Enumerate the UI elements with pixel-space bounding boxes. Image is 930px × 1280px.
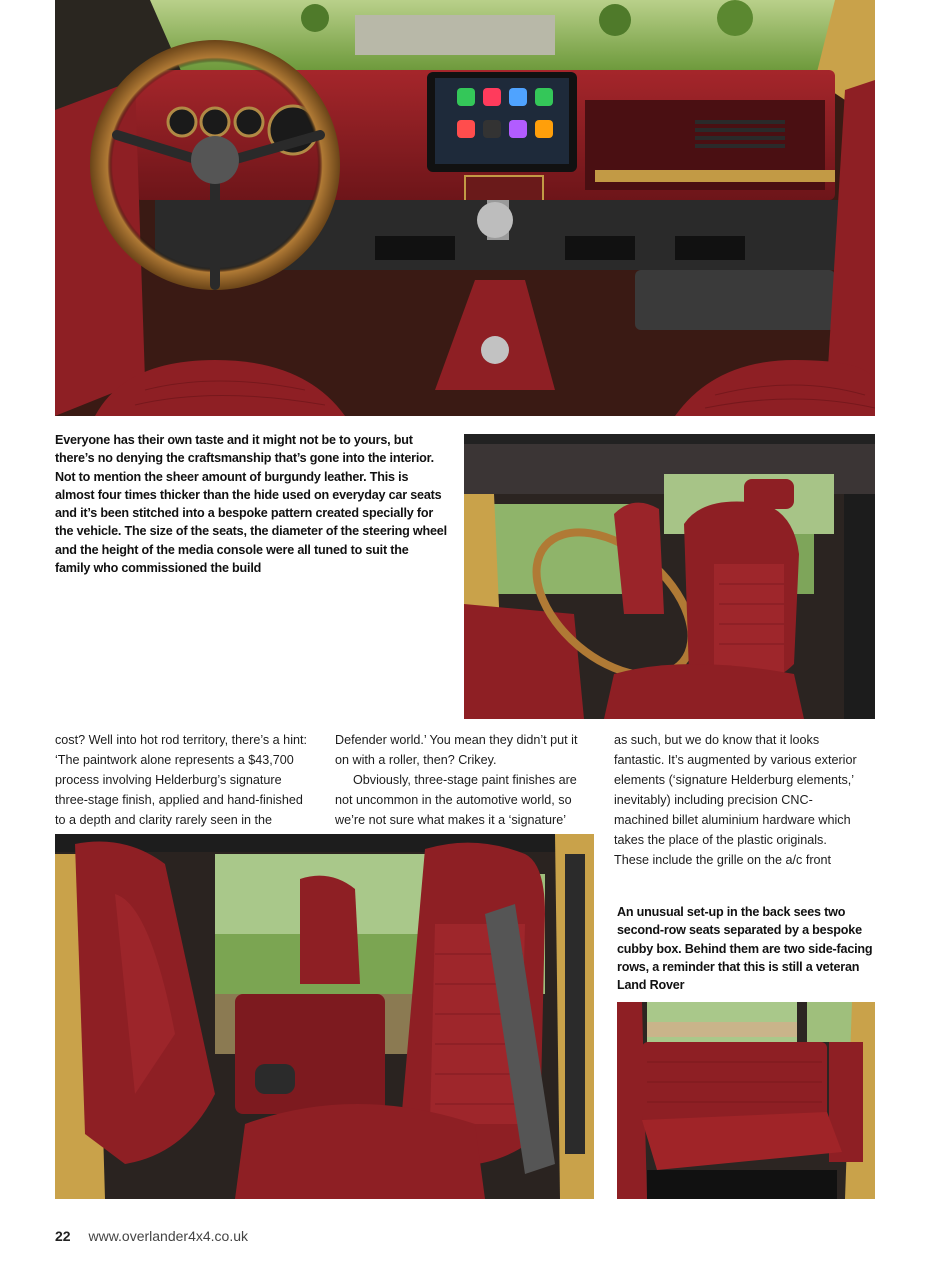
body-line: elements (‘signature Helderburg elements,’ (614, 773, 855, 787)
body-line: These include the grille on the a/c front (614, 853, 832, 867)
body-line: as such, but we do know that it looks (614, 733, 820, 747)
rear-cabin-photo (55, 834, 594, 1199)
website-url[interactable]: www.overlander4x4.co.uk (88, 1228, 248, 1244)
interior-caption: Everyone has their own taste and it might not be to yours, but there’s no denying the craftsmanship that’s gone into the interior. Not to mention the sheer amount of burgundy leather. This is almost four times thicker than the hide used on everyday car seats and it’s been stitched into a bespoke pattern created specially for the vehicle. The size of the seats, the diameter of the steering wheel and the height of the media console were all tuned to suit the family who commissioned the build (55, 433, 447, 576)
dashboard-photo (55, 0, 875, 416)
front-seats-photo (464, 434, 875, 719)
body-line: we’re not sure what makes it a ‘signature’ (335, 813, 566, 827)
body-line: three-stage finish, applied and hand-finished (55, 793, 303, 807)
body-line: fantastic. It’s augmented by various exterior (614, 753, 857, 767)
body-line: Defender world.’ You mean they didn’t put it (335, 733, 578, 747)
page-number: 22 (55, 1228, 71, 1244)
body-line: inevitably) including precision CNC- (614, 793, 813, 807)
body-line: machined billet aluminium hardware which (614, 813, 851, 827)
body-column-2 (335, 730, 600, 830)
body-line: to a depth and clarity rarely seen in the (55, 813, 273, 827)
page-footer (55, 1228, 248, 1244)
body-line: on with a roller, then? Crikey. (335, 753, 497, 767)
body-line: ‘The paintwork alone represents a $43,700 (55, 753, 294, 767)
rear-bench-photo (617, 1002, 875, 1199)
body-line: cost? Well into hot rod territory, there’s a hint: (55, 733, 307, 747)
body-line: Obviously, three-stage paint finishes are (353, 773, 577, 787)
body-column-1 (55, 730, 320, 830)
body-line: not uncommon in the automotive world, so (335, 793, 572, 807)
body-line: takes the place of the plastic originals. (614, 833, 827, 847)
body-column-3 (614, 730, 879, 870)
rear-caption: An unusual set-up in the back sees two second-row seats separated by a bespoke cubby box. Behind them are two side-facing rows, a reminder that this is still a veteran Land Rover (617, 905, 873, 993)
body-line: process involving Helderburg’s signature (55, 773, 282, 787)
